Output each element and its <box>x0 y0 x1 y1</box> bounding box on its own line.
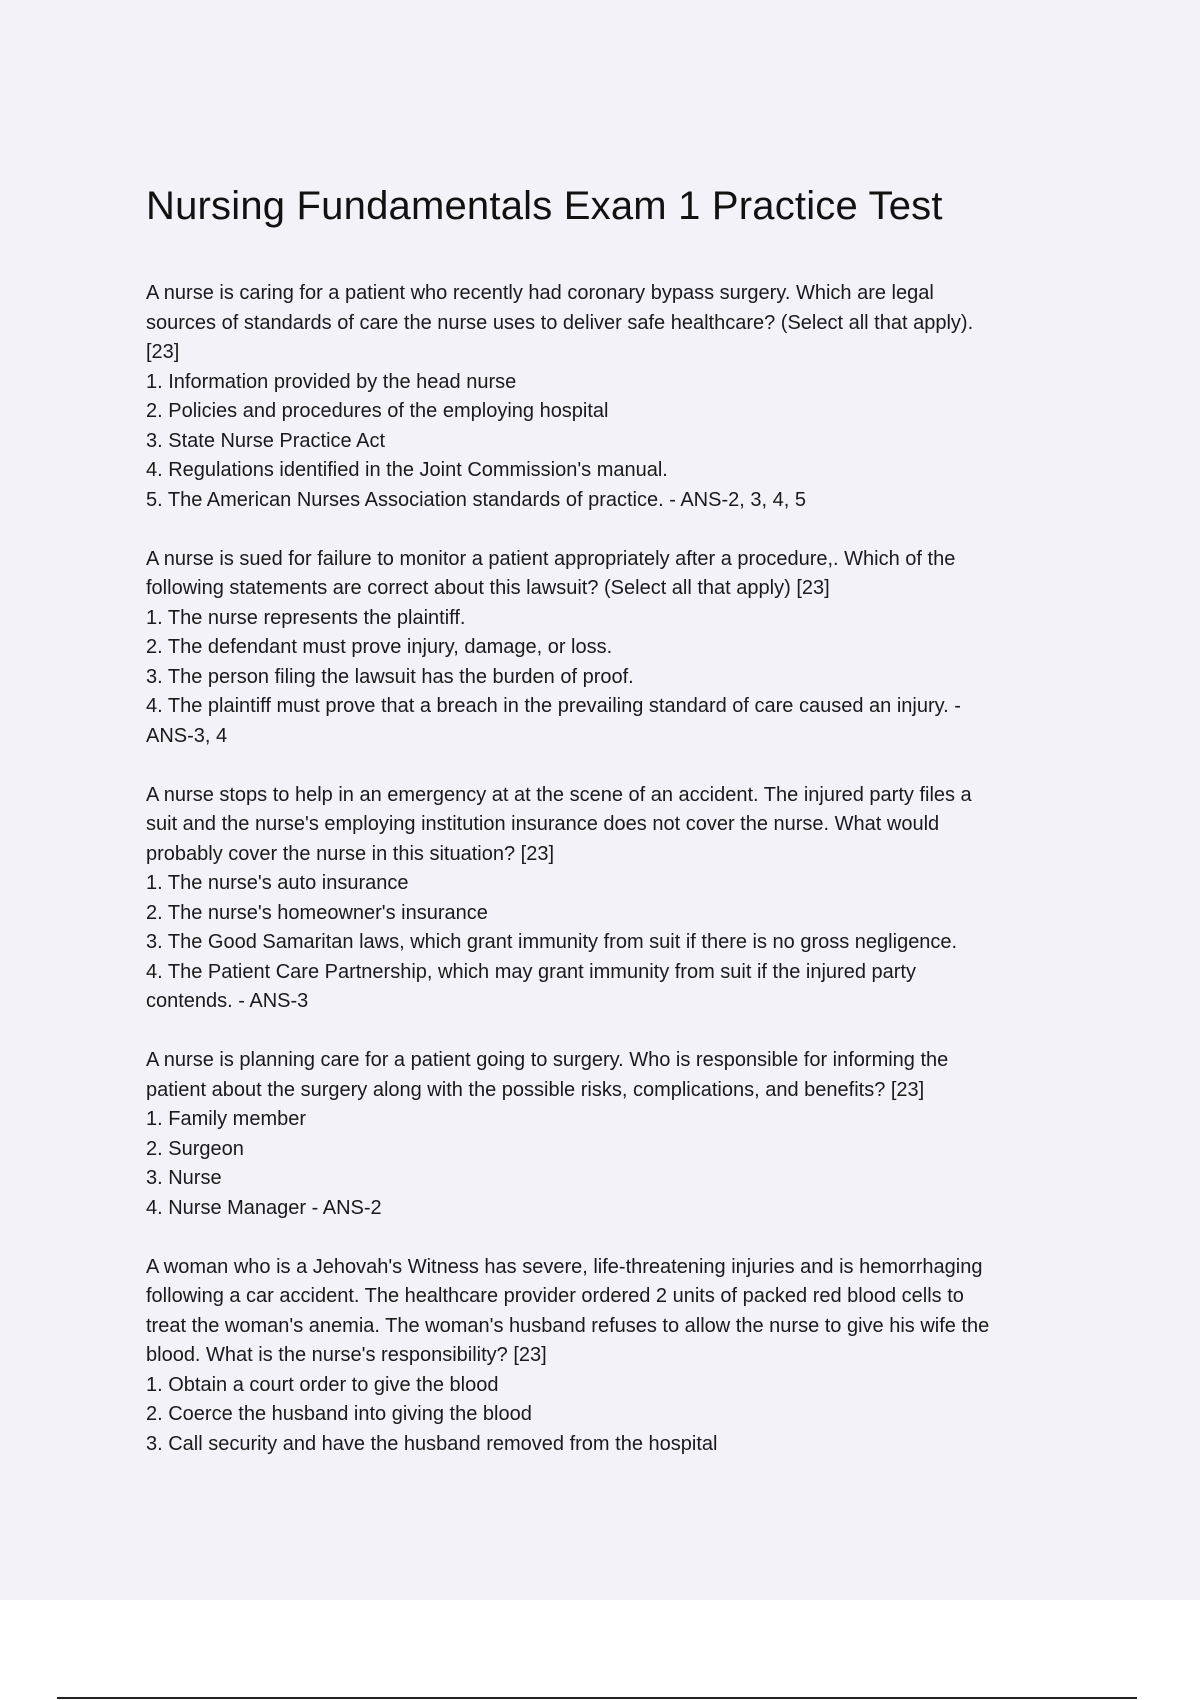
answer-option: 2. The defendant must prove injury, damage, or loss. <box>146 636 613 658</box>
answer-option: 1. The nurse's auto insurance <box>146 872 409 894</box>
answer-option: 4. The Patient Care Partnership, which may grant immunity from suit if the injured party <box>146 960 916 983</box>
page-title: Nursing Fundamentals Exam 1 Practice Test <box>146 184 943 228</box>
answer-option: 1. Information provided by the head nurse <box>146 370 517 393</box>
answer-option: 4. Regulations identified in the Joint Commission's manual. <box>146 459 668 481</box>
question-stem-line: following statements are correct about this lawsuit? (Select all that apply) [23] <box>146 577 830 599</box>
question-stem-line: A nurse is caring for a patient who recently had coronary bypass surgery. Which are legal <box>146 282 934 304</box>
question-stem-line: A nurse stops to help in an emergency at at the scene of an accident. The injured party files a <box>146 783 972 806</box>
answer-option: 3. State Nurse Practice Act <box>146 429 385 452</box>
question-block <box>146 279 1086 515</box>
question-stem-line: patient about the surgery along with the possible risks, complications, and benefits? [23] <box>146 1078 925 1101</box>
question-stem-line: A nurse is planning care for a patient going to surgery. Who is responsible for informing the <box>146 1049 949 1071</box>
answer-options <box>146 869 1086 1017</box>
answer-option: 2. The nurse's homeowner's insurance <box>146 901 488 924</box>
question-stem-line: following a car accident. The healthcare provider ordered 2 units of packed red blood cells to <box>146 1285 964 1307</box>
answer-option: 3. The person filing the lawsuit has the burden of proof. <box>146 665 634 688</box>
question-block <box>146 545 1086 752</box>
question-block <box>146 1253 1086 1460</box>
answer-option: 3. Nurse <box>146 1167 222 1189</box>
question-block <box>146 781 1086 1017</box>
question-stem-line: treat the woman's anemia. The woman's husband refuses to allow the nurse to give his wife the <box>146 1314 990 1337</box>
question-stem-line: suit and the nurse's employing institution insurance does not cover the nurse. What would <box>146 813 940 835</box>
answer-option: 4. The plaintiff must prove that a breach in the prevailing standard of care caused an injury. - <box>146 695 961 717</box>
answer-option: ANS-3, 4 <box>146 724 228 747</box>
question-stem-line: A woman who is a Jehovah's Witness has severe, life-threatening injuries and is hemorrhaging <box>146 1255 983 1278</box>
answer-option: 3. The Good Samaritan laws, which grant immunity from suit if there is no gross negligence. <box>146 931 958 953</box>
answer-option: 2. Coerce the husband into giving the blood <box>146 1403 532 1425</box>
question-stem-line: blood. What is the nurse's responsibility? [23] <box>146 1344 547 1366</box>
footer-divider <box>57 1697 1137 1699</box>
question-block <box>146 1046 1086 1223</box>
question-list <box>146 279 1086 1489</box>
question-stem-line: sources of standards of care the nurse uses to deliver safe healthcare? (Select all that apply). <box>146 311 974 334</box>
answer-options <box>146 604 1086 752</box>
answer-options <box>146 1371 1086 1460</box>
answer-options <box>146 368 1086 516</box>
answer-options <box>146 1105 1086 1223</box>
answer-option: 5. The American Nurses Association standards of practice. - ANS-2, 3, 4, 5 <box>146 488 806 511</box>
answer-option: 3. Call security and have the husband removed from the hospital <box>146 1432 718 1455</box>
question-stem-line: A nurse is sued for failure to monitor a patient appropriately after a procedure,. Which of the <box>146 547 956 570</box>
answer-option: 1. Family member <box>146 1108 307 1130</box>
question-stem-line: [23] <box>146 341 180 363</box>
answer-option: 4. Nurse Manager - ANS-2 <box>146 1196 382 1219</box>
answer-option: 2. Surgeon <box>146 1137 244 1160</box>
answer-option: 1. Obtain a court order to give the blood <box>146 1373 499 1396</box>
answer-option: contends. - ANS-3 <box>146 990 309 1012</box>
answer-option: 1. The nurse represents the plaintiff. <box>146 606 466 629</box>
answer-option: 2. Policies and procedures of the employing hospital <box>146 400 609 422</box>
question-stem-line: probably cover the nurse in this situation? [23] <box>146 842 555 865</box>
